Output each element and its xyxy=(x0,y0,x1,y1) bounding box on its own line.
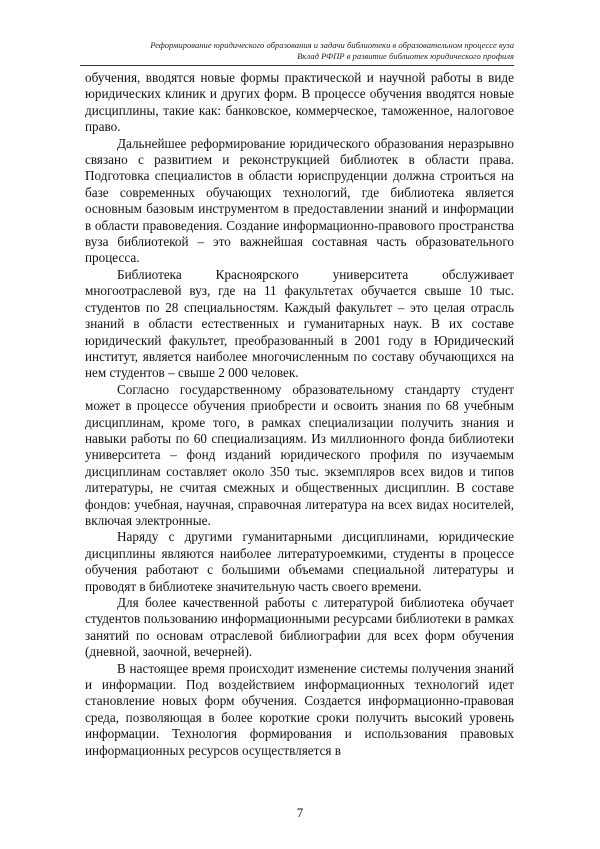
paragraph-4: Согласно государственному образовательному стандарту студент может в процессе обучения приобрести и освоить знания по 68 учебным дисциплинам, кроме того, в рамках специализации получить знания и навыки работы по 60 специализациям. Из миллионного фонда библиотеки университета – фонд изданий юридического профиля по изучаемым дисциплинам составляет около 350 тыс. экземпляров всех видов и типов литературы, не считая смежных и общественных дисциплин. В составе фондов: учебная, научная, справочная литература на всех видах носителей, включая электронные. xyxy=(85,381,514,528)
body-text xyxy=(85,70,514,759)
paragraph-5: Наряду с другими гуманитарными дисциплинами, юридические дисциплины являются наиболее литературоемкими, студенты в процессе обучения работают с большими объемами специальной литературы и проводят в библиотеке значительную часть своего времени. xyxy=(85,529,514,594)
running-header xyxy=(80,40,514,61)
header-divider xyxy=(80,65,514,66)
paragraph-2: Дальнейшее реформирование юридического образования неразрывно связано с развитием и реконструкцией библиотек в области права. Подготовка специалистов в области юриспруденции должна строиться на базе современных обучающих технологий, где библиотека является основным базовым инструментом в предоставлении знаний и информации в области правоведения. Создание информационно-правового пространства вуза библиотекой – это важнейшая составная часть образовательного процесса. xyxy=(85,135,514,266)
paragraph-1: обучения, вводятся новые формы практической и научной работы в виде юридических клиник и других форм. В процессе обучения вводятся новые дисциплины, такие как: банковское, коммерческое, таможенное, налоговое право. xyxy=(85,70,514,135)
running-header-line-1: Реформирование юридического образования и задачи библиотеки в образовательном процессе вуза xyxy=(150,40,514,50)
running-header-line-2: Вклад РФПР в развитие библиотек юридического профиля xyxy=(297,50,514,61)
paragraph-3: Библиотека Красноярского университета обслуживает многоотраслевой вуз, где на 11 факультетах обучается свыше 10 тыс. студентов по 28 специальностям. Каждый факультет – это целая отрасль знаний в области естественных и гуманитарных наук. В их составе юридический факультет, преобразованный в 2001 году в Юридический институт, является наиболее многочисленным по составу обучающихся на нем студентов – свыше 2 000 человек. xyxy=(85,266,514,381)
paragraph-7: В настоящее время происходит изменение системы получения знаний и информации. Под воздействием информационных технологий идет становление новых форм обучения. Создается информационно-правовая среда, позволяющая в более короткие сроки получить высокий уровень информации. Технология формирования и использования правовых информационных ресурсов осуществляется в xyxy=(85,660,514,758)
page-number: 7 xyxy=(296,805,304,820)
paragraph-6: Для более качественной работы с литературой библиотека обучает студентов пользованию информационными ресурсами библиотеки в рамках занятий по основам отраслевой библиографии для всех форм обучения (дневной, заочной, вечерней). xyxy=(85,595,514,660)
